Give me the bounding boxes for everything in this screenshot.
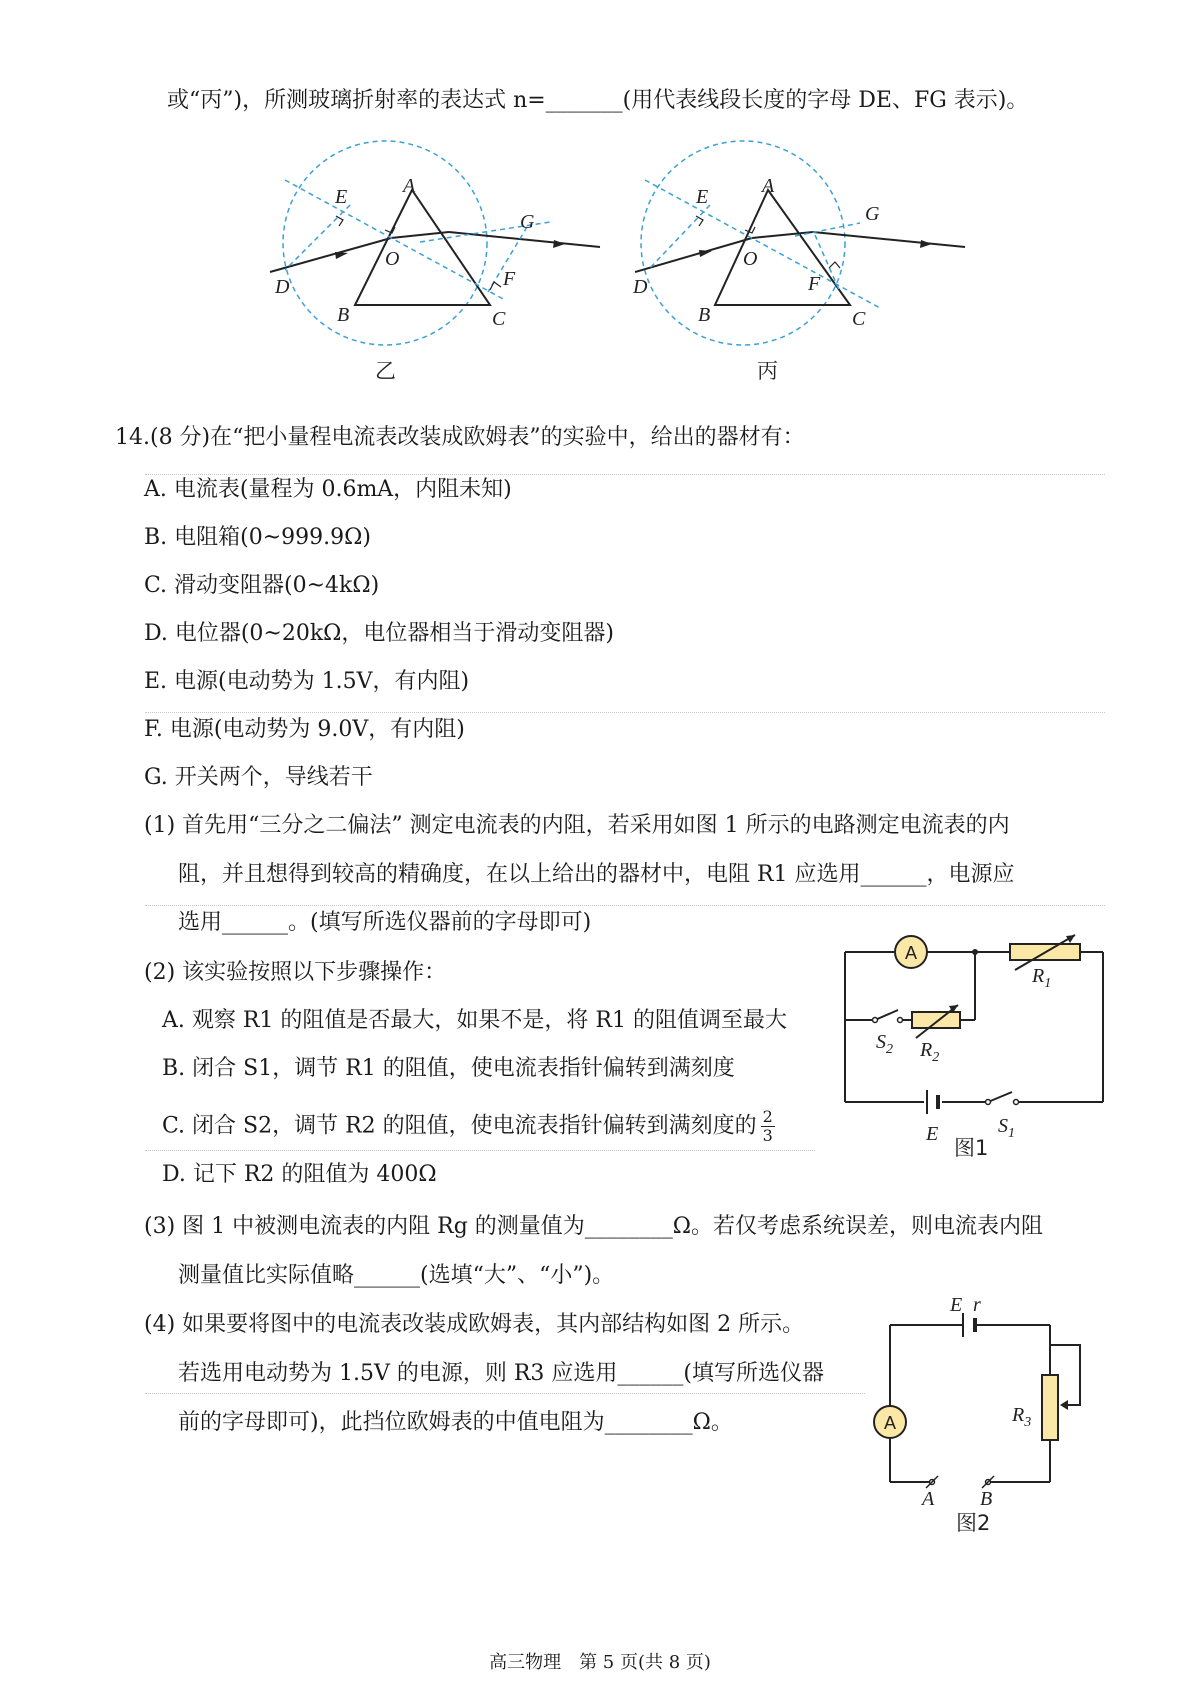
p1-line2: 阻，并且想得到较高的精确度，在以上给出的器材中，电阻 R1 应选用______，电源应 — [178, 862, 1015, 887]
p4-line1: (4) 如果要将图中的电流表改装成欧姆表，其内部结构如图 2 所示。 — [144, 1312, 805, 1337]
fig2-a-label: A — [922, 1488, 935, 1510]
p3-line2: 测量值比实际值略______(选填“大”、“小”)。 — [178, 1263, 615, 1288]
p2-title: (2) 该实验按照以下步骤操作： — [144, 960, 447, 985]
label-G-yi: G — [520, 211, 535, 233]
item-b: B. 电阻箱(0~999.9Ω) — [144, 525, 371, 550]
figure-bing — [632, 141, 965, 383]
label-C-yi: C — [492, 308, 506, 330]
p4-line3: 前的字母即可)，此挡位欧姆表的中值电阻为________Ω。 — [178, 1410, 733, 1435]
label-E-bing: E — [696, 186, 709, 208]
label-F-yi: F — [503, 268, 516, 290]
item-c: C. 滑动变阻器(0~4kΩ) — [144, 573, 380, 598]
label-B-bing: B — [698, 304, 711, 326]
fig1-caption: 图1 — [954, 1136, 989, 1160]
step-c — [162, 1108, 775, 1145]
fig2-ammeter-label: A — [883, 1413, 897, 1433]
circuit-figure-2 — [870, 1295, 1100, 1545]
prism-figures — [0, 140, 1200, 390]
fig1-s1-label: $S_1$ — [998, 1115, 1015, 1141]
label-O-bing: O — [743, 248, 758, 270]
label-O-yi: O — [385, 248, 400, 270]
caption-bing: 丙 — [757, 359, 778, 383]
fig2-e-label: E — [950, 1295, 963, 1316]
step-c-text: C. 闭合 S2，调节 R2 的阻值，使电流表指针偏转到满刻度的 — [162, 1113, 757, 1139]
label-D-bing: D — [633, 276, 648, 298]
label-A-yi: A — [403, 175, 416, 197]
label-F-bing: F — [808, 273, 821, 295]
fig1-e-label: E — [926, 1123, 939, 1145]
p4-line2: 若选用电动势为 1.5V 的电源，则 R3 应选用______(填写所选仪器 — [178, 1361, 824, 1386]
p3-line1: (3) 图 1 中被测电流表的内阻 Rg 的测量值为________Ω。若仅考虑系统误差，则电流表内阻 — [144, 1214, 1044, 1239]
page-footer: 高三物理 第 5 页(共 8 页) — [489, 1652, 711, 1673]
q14-title: 14.(8 分)在“把小量程电流表改装成欧姆表”的实验中，给出的器材有： — [115, 425, 805, 450]
p1-line1: (1) 首先用“三分之二偏法” 测定电流表的内阻，若采用如图 1 所示的电路测定电流表的内 — [144, 813, 1010, 838]
fig2-r-label: r — [973, 1295, 981, 1316]
item-a: A. 电流表(量程为 0.6mA，内阻未知) — [144, 477, 512, 502]
circuit-figure-1 — [840, 930, 1110, 1160]
p1-line3: 选用______。(填写所选仪器前的字母即可) — [178, 910, 592, 935]
fig2-caption: 图2 — [956, 1511, 991, 1535]
item-d: D. 电位器(0~20kΩ，电位器相当于滑动变阻器) — [144, 621, 615, 646]
label-E-yi: E — [335, 186, 348, 208]
step-a: A. 观察 R1 的阻值是否最大，如果不是，将 R1 的阻值调至最大 — [162, 1008, 787, 1033]
item-g: G. 开关两个，导线若干 — [144, 765, 373, 790]
item-f: F. 电源(电动势为 9.0V，有内阻) — [144, 717, 465, 742]
fraction-two-thirds: $\frac{2}{3}$ — [762, 1107, 773, 1145]
item-e: E. 电源(电动势为 1.5V，有内阻) — [144, 669, 470, 694]
fig2-r3-label: $R_3$ — [1012, 1404, 1032, 1430]
label-C-bing: C — [852, 308, 866, 330]
label-B-yi: B — [337, 304, 350, 326]
fig2-b-label: B — [980, 1488, 993, 1510]
label-D-yi: D — [275, 276, 290, 298]
figure-yi — [270, 141, 600, 383]
caption-yi: 乙 — [375, 359, 396, 383]
intro-line: 或“丙”)，所测玻璃折射率的表达式 n=_______(用代表线段长度的字母 DE、FG 表示)。 — [167, 88, 1029, 113]
step-b: B. 闭合 S1，调节 R1 的阻值，使电流表指针偏转到满刻度 — [162, 1056, 735, 1081]
fig1-s2-label: $S_2$ — [876, 1031, 893, 1057]
fig1-ammeter-label: A — [904, 943, 918, 963]
fig1-r1-label: $R_1$ — [1032, 965, 1052, 991]
label-G-bing: G — [865, 203, 880, 225]
label-A-bing: A — [762, 175, 775, 197]
fig1-r2-label: $R_2$ — [920, 1039, 940, 1065]
step-d: D. 记下 R2 的阻值为 400Ω — [162, 1162, 437, 1187]
